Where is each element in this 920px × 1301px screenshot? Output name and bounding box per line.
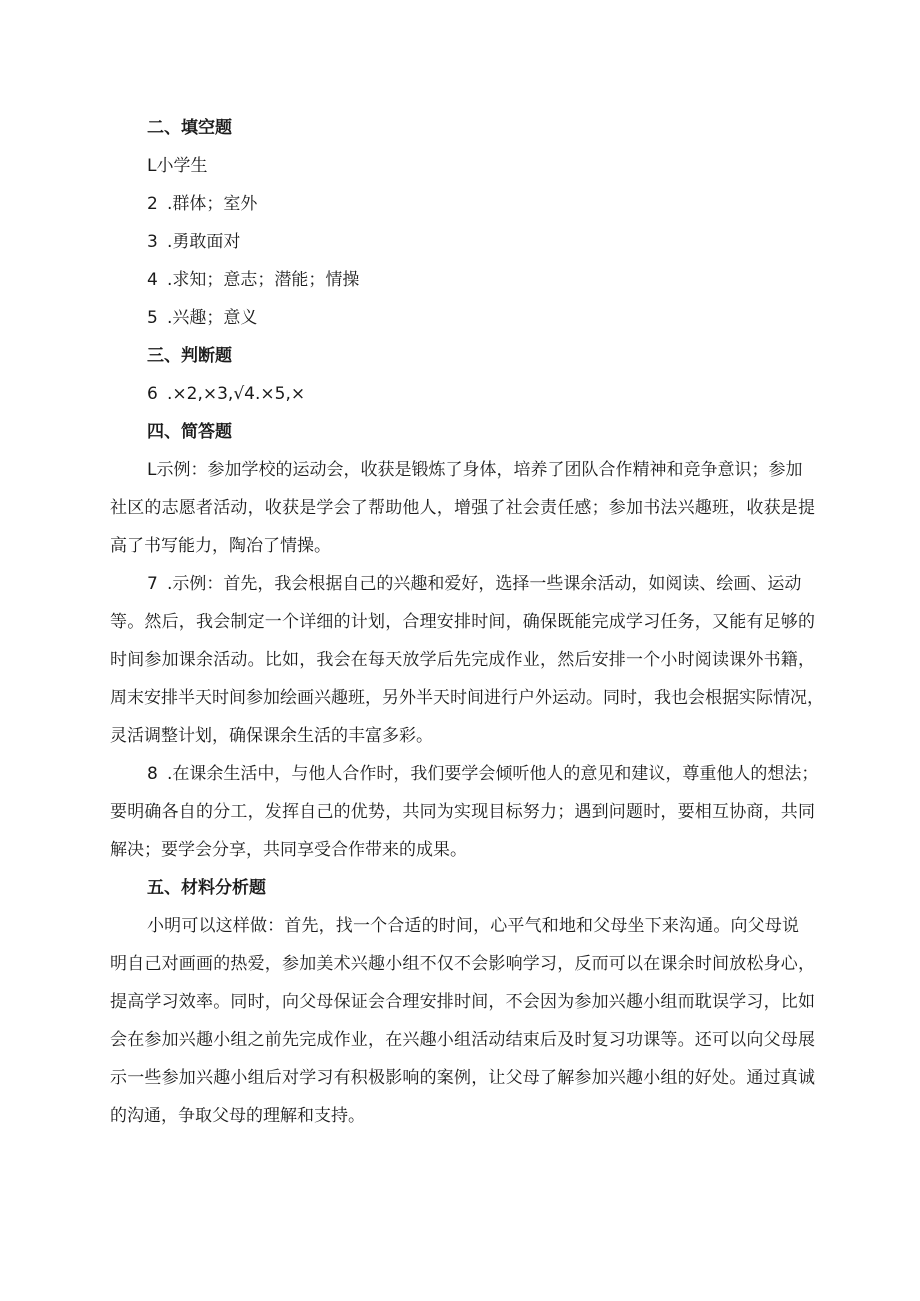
answer-number: 2 <box>147 194 158 214</box>
answer-item-4 <box>147 262 852 298</box>
short-q2-line-2: 等。然后，我会制定一个详细的计划，合理安排时间，确保既能完成学习任务，又能有足够的 <box>110 612 815 632</box>
answer-text: .群体；室外 <box>167 194 258 214</box>
answer-text: .示例：首先，我会根据自己的兴趣和爱好，选择一些课余活动，如阅读、绘画、运动 <box>167 574 802 594</box>
material-line-1: 小明可以这样做：首先，找一个合适的时间，心平气和地和父母坐下来沟通。向父母说 <box>147 916 799 936</box>
section-heading-judge: 三、判断题 <box>147 346 232 366</box>
short-q1-line-1: L示例：参加学校的运动会，收获是锻炼了身体，培养了团队合作精神和竞争意识；参加 <box>147 460 803 480</box>
section-heading-fill: 二、填空题 <box>147 118 232 138</box>
answer-number: 4 <box>147 270 158 290</box>
section-heading-short: 四、简答题 <box>147 422 232 442</box>
material-line-3: 提高学习效率。同时，向父母保证会合理安排时间，不会因为参加兴趣小组而耽误学习，比如 <box>110 992 815 1012</box>
answer-item-3 <box>147 224 852 260</box>
short-q2-line-4: 周末安排半天时间参加绘画兴趣班，另外半天时间进行户外运动。同时，我也会根据实际情况， <box>110 688 824 708</box>
answer-number: 6 <box>147 384 158 404</box>
answer-text: .兴趣；意义 <box>167 308 258 328</box>
short-q2-line-1 <box>147 566 802 602</box>
short-q3-line-3: 解决；要学会分享，共同享受合作带来的成果。 <box>110 840 467 860</box>
answer-text: L小学生 <box>147 156 208 176</box>
short-q1-line-3: 高了书写能力，陶冶了情操。 <box>110 536 331 556</box>
answer-text: .在课余生活中，与他人合作时，我们要学会倾听他人的意见和建议，尊重他人的想法； <box>167 764 819 784</box>
material-line-2: 明自己对画画的热爱，参加美术兴趣小组不仅不会影响学习，反而可以在课余时间放松身心， <box>110 954 815 974</box>
material-line-4: 会在参加兴趣小组之前先完成作业，在兴趣小组活动结束后及时复习功课等。还可以向父母展 <box>110 1030 815 1050</box>
short-q1-line-2: 社区的志愿者活动，收获是学会了帮助他人，增强了社会责任感；参加书法兴趣班，收获是提 <box>110 498 815 518</box>
answer-item-6 <box>147 376 852 412</box>
answer-text: .×2,×3,√4.×5,× <box>167 384 306 404</box>
short-q3-line-2: 要明确各自的分工，发挥自己的优势，共同为实现目标努力；遇到问题时，要相互协商，共同 <box>110 802 815 822</box>
answer-item-1 <box>147 148 852 184</box>
answer-number: 8 <box>147 764 158 784</box>
answer-number: 3 <box>147 232 158 252</box>
answer-text: .求知；意志；潜能；情操 <box>167 270 360 290</box>
section-heading-material: 五、材料分析题 <box>147 878 266 898</box>
answer-item-5 <box>147 300 852 336</box>
short-q3-line-1 <box>147 756 819 792</box>
short-q2-line-5: 灵活调整计划，确保课余生活的丰富多彩。 <box>110 726 433 746</box>
material-line-6: 的沟通，争取父母的理解和支持。 <box>110 1106 365 1126</box>
answer-number: 5 <box>147 308 158 328</box>
answer-number: 7 <box>147 574 158 594</box>
answer-text: .勇敢面对 <box>167 232 241 252</box>
short-q2-line-3: 时间参加课余活动。比如，我会在每天放学后先完成作业，然后安排一个小时阅读课外书籍， <box>110 650 815 670</box>
answer-item-2 <box>147 186 852 222</box>
material-line-5: 示一些参加兴趣小组后对学习有积极影响的案例，让父母了解参加兴趣小组的好处。通过真诚 <box>110 1068 815 1088</box>
